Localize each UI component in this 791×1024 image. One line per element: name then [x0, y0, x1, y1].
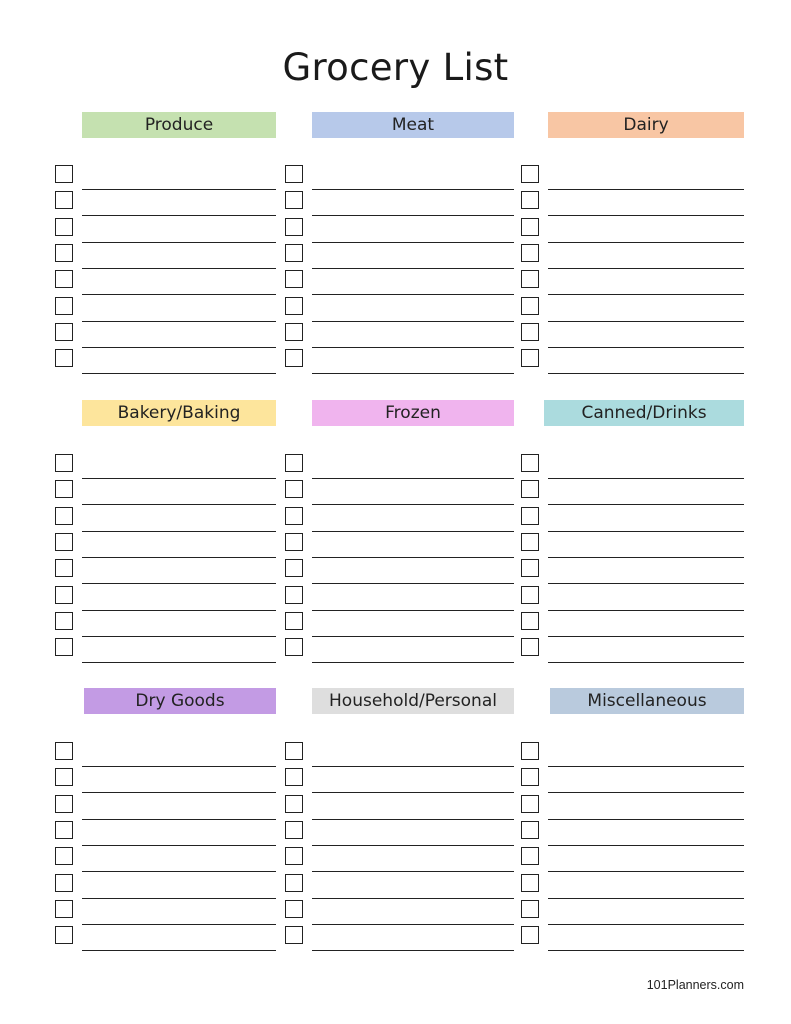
write-line-dairy-4[interactable]: [548, 268, 744, 269]
write-line-frozen-2[interactable]: [312, 504, 514, 505]
checkbox-meat-1[interactable]: [285, 165, 303, 183]
section-header-dry-goods: Dry Goods: [84, 688, 276, 714]
checkbox-dairy-8[interactable]: [521, 349, 539, 367]
write-line-miscellaneous-2[interactable]: [548, 792, 744, 793]
write-line-household-personal-6[interactable]: [312, 898, 514, 899]
section-header-frozen: Frozen: [312, 400, 514, 426]
section-header-bakery-baking: Bakery/Baking: [82, 400, 276, 426]
write-line-canned-drinks-2[interactable]: [548, 504, 744, 505]
write-line-bakery-baking-5[interactable]: [82, 583, 276, 584]
checkbox-frozen-1[interactable]: [285, 454, 303, 472]
section-header-meat: Meat: [312, 112, 514, 138]
checkbox-canned-drinks-1[interactable]: [521, 454, 539, 472]
write-line-dry-goods-7[interactable]: [82, 924, 276, 925]
write-line-dairy-3[interactable]: [548, 242, 744, 243]
checkbox-household-personal-7[interactable]: [285, 900, 303, 918]
checkbox-miscellaneous-3[interactable]: [521, 795, 539, 813]
write-line-miscellaneous-3[interactable]: [548, 819, 744, 820]
write-line-miscellaneous-1[interactable]: [548, 766, 744, 767]
write-line-meat-1[interactable]: [312, 189, 514, 190]
checkbox-household-personal-4[interactable]: [285, 821, 303, 839]
checkbox-meat-5[interactable]: [285, 270, 303, 288]
checkbox-household-personal-2[interactable]: [285, 768, 303, 786]
write-line-dry-goods-3[interactable]: [82, 819, 276, 820]
checkbox-miscellaneous-7[interactable]: [521, 900, 539, 918]
write-line-frozen-3[interactable]: [312, 531, 514, 532]
checkbox-dry-goods-3[interactable]: [55, 795, 73, 813]
write-line-frozen-8[interactable]: [312, 662, 514, 663]
checkbox-meat-8[interactable]: [285, 349, 303, 367]
section-header-produce: Produce: [82, 112, 276, 138]
write-line-frozen-1[interactable]: [312, 478, 514, 479]
checkbox-dry-goods-7[interactable]: [55, 900, 73, 918]
page-title: Grocery List: [282, 46, 509, 89]
checkbox-household-personal-6[interactable]: [285, 874, 303, 892]
checkbox-meat-6[interactable]: [285, 297, 303, 315]
write-line-dairy-2[interactable]: [548, 215, 744, 216]
checkbox-household-personal-8[interactable]: [285, 926, 303, 944]
write-line-bakery-baking-2[interactable]: [82, 504, 276, 505]
checkbox-meat-4[interactable]: [285, 244, 303, 262]
checkbox-dairy-2[interactable]: [521, 191, 539, 209]
write-line-meat-2[interactable]: [312, 215, 514, 216]
checkbox-meat-2[interactable]: [285, 191, 303, 209]
write-line-produce-6[interactable]: [82, 321, 276, 322]
checkbox-canned-drinks-6[interactable]: [521, 586, 539, 604]
checkbox-produce-8[interactable]: [55, 349, 73, 367]
checkbox-meat-3[interactable]: [285, 218, 303, 236]
write-line-miscellaneous-6[interactable]: [548, 898, 744, 899]
write-line-meat-6[interactable]: [312, 321, 514, 322]
write-line-canned-drinks-1[interactable]: [548, 478, 744, 479]
section-header-household-personal: Household/Personal: [312, 688, 514, 714]
write-line-produce-5[interactable]: [82, 294, 276, 295]
write-line-household-personal-2[interactable]: [312, 792, 514, 793]
write-line-bakery-baking-7[interactable]: [82, 636, 276, 637]
write-line-miscellaneous-7[interactable]: [548, 924, 744, 925]
write-line-produce-3[interactable]: [82, 242, 276, 243]
write-line-household-personal-7[interactable]: [312, 924, 514, 925]
checkbox-canned-drinks-7[interactable]: [521, 612, 539, 630]
checkbox-dry-goods-8[interactable]: [55, 926, 73, 944]
checkbox-miscellaneous-8[interactable]: [521, 926, 539, 944]
checkbox-dairy-1[interactable]: [521, 165, 539, 183]
checkbox-bakery-baking-3[interactable]: [55, 507, 73, 525]
checkbox-canned-drinks-4[interactable]: [521, 533, 539, 551]
checkbox-dry-goods-6[interactable]: [55, 874, 73, 892]
write-line-canned-drinks-8[interactable]: [548, 662, 744, 663]
checkbox-miscellaneous-4[interactable]: [521, 821, 539, 839]
write-line-miscellaneous-5[interactable]: [548, 871, 744, 872]
write-line-meat-8[interactable]: [312, 373, 514, 374]
checkbox-produce-6[interactable]: [55, 297, 73, 315]
write-line-produce-1[interactable]: [82, 189, 276, 190]
write-line-frozen-4[interactable]: [312, 557, 514, 558]
footer-credit: 101Planners.com: [646, 978, 744, 992]
checkbox-frozen-5[interactable]: [285, 559, 303, 577]
write-line-household-personal-3[interactable]: [312, 819, 514, 820]
section-header-miscellaneous: Miscellaneous: [550, 688, 744, 714]
checkbox-dry-goods-1[interactable]: [55, 742, 73, 760]
checkbox-canned-drinks-3[interactable]: [521, 507, 539, 525]
checkbox-miscellaneous-5[interactable]: [521, 847, 539, 865]
write-line-dry-goods-4[interactable]: [82, 845, 276, 846]
checkbox-miscellaneous-1[interactable]: [521, 742, 539, 760]
write-line-dairy-8[interactable]: [548, 373, 744, 374]
section-header-dairy: Dairy: [548, 112, 744, 138]
checkbox-produce-5[interactable]: [55, 270, 73, 288]
checkbox-frozen-4[interactable]: [285, 533, 303, 551]
write-line-canned-drinks-7[interactable]: [548, 636, 744, 637]
write-line-produce-7[interactable]: [82, 347, 276, 348]
write-line-produce-4[interactable]: [82, 268, 276, 269]
checkbox-frozen-6[interactable]: [285, 586, 303, 604]
checkbox-produce-7[interactable]: [55, 323, 73, 341]
checkbox-produce-3[interactable]: [55, 218, 73, 236]
checkbox-canned-drinks-8[interactable]: [521, 638, 539, 656]
write-line-bakery-baking-3[interactable]: [82, 531, 276, 532]
write-line-miscellaneous-4[interactable]: [548, 845, 744, 846]
write-line-canned-drinks-4[interactable]: [548, 557, 744, 558]
checkbox-miscellaneous-2[interactable]: [521, 768, 539, 786]
checkbox-frozen-7[interactable]: [285, 612, 303, 630]
write-line-frozen-6[interactable]: [312, 610, 514, 611]
write-line-dry-goods-5[interactable]: [82, 871, 276, 872]
checkbox-household-personal-1[interactable]: [285, 742, 303, 760]
write-line-canned-drinks-5[interactable]: [548, 583, 744, 584]
write-line-household-personal-8[interactable]: [312, 950, 514, 951]
write-line-dry-goods-6[interactable]: [82, 898, 276, 899]
checkbox-bakery-baking-7[interactable]: [55, 612, 73, 630]
checkbox-canned-drinks-5[interactable]: [521, 559, 539, 577]
checkbox-bakery-baking-1[interactable]: [55, 454, 73, 472]
checkbox-bakery-baking-6[interactable]: [55, 586, 73, 604]
checkbox-dairy-7[interactable]: [521, 323, 539, 341]
checkbox-produce-4[interactable]: [55, 244, 73, 262]
checkbox-produce-2[interactable]: [55, 191, 73, 209]
checkbox-frozen-8[interactable]: [285, 638, 303, 656]
write-line-meat-4[interactable]: [312, 268, 514, 269]
checkbox-canned-drinks-2[interactable]: [521, 480, 539, 498]
write-line-dairy-7[interactable]: [548, 347, 744, 348]
checkbox-dry-goods-2[interactable]: [55, 768, 73, 786]
checkbox-dairy-4[interactable]: [521, 244, 539, 262]
write-line-dairy-5[interactable]: [548, 294, 744, 295]
checkbox-household-personal-3[interactable]: [285, 795, 303, 813]
checkbox-household-personal-5[interactable]: [285, 847, 303, 865]
checkbox-bakery-baking-2[interactable]: [55, 480, 73, 498]
write-line-bakery-baking-6[interactable]: [82, 610, 276, 611]
write-line-meat-7[interactable]: [312, 347, 514, 348]
checkbox-dry-goods-5[interactable]: [55, 847, 73, 865]
write-line-meat-3[interactable]: [312, 242, 514, 243]
write-line-household-personal-5[interactable]: [312, 871, 514, 872]
write-line-produce-8[interactable]: [82, 373, 276, 374]
checkbox-dairy-3[interactable]: [521, 218, 539, 236]
write-line-miscellaneous-8[interactable]: [548, 950, 744, 951]
checkbox-bakery-baking-4[interactable]: [55, 533, 73, 551]
checkbox-produce-1[interactable]: [55, 165, 73, 183]
write-line-frozen-5[interactable]: [312, 583, 514, 584]
checkbox-bakery-baking-5[interactable]: [55, 559, 73, 577]
write-line-dry-goods-1[interactable]: [82, 766, 276, 767]
write-line-canned-drinks-3[interactable]: [548, 531, 744, 532]
write-line-produce-2[interactable]: [82, 215, 276, 216]
checkbox-bakery-baking-8[interactable]: [55, 638, 73, 656]
write-line-household-personal-1[interactable]: [312, 766, 514, 767]
write-line-dry-goods-8[interactable]: [82, 950, 276, 951]
checkbox-dairy-5[interactable]: [521, 270, 539, 288]
write-line-bakery-baking-4[interactable]: [82, 557, 276, 558]
checkbox-dry-goods-4[interactable]: [55, 821, 73, 839]
write-line-frozen-7[interactable]: [312, 636, 514, 637]
checkbox-miscellaneous-6[interactable]: [521, 874, 539, 892]
section-header-canned-drinks: Canned/Drinks: [544, 400, 744, 426]
write-line-dry-goods-2[interactable]: [82, 792, 276, 793]
write-line-bakery-baking-1[interactable]: [82, 478, 276, 479]
write-line-household-personal-4[interactable]: [312, 845, 514, 846]
write-line-meat-5[interactable]: [312, 294, 514, 295]
write-line-bakery-baking-8[interactable]: [82, 662, 276, 663]
checkbox-dairy-6[interactable]: [521, 297, 539, 315]
checkbox-frozen-2[interactable]: [285, 480, 303, 498]
write-line-dairy-6[interactable]: [548, 321, 744, 322]
checkbox-meat-7[interactable]: [285, 323, 303, 341]
checkbox-frozen-3[interactable]: [285, 507, 303, 525]
write-line-dairy-1[interactable]: [548, 189, 744, 190]
write-line-canned-drinks-6[interactable]: [548, 610, 744, 611]
